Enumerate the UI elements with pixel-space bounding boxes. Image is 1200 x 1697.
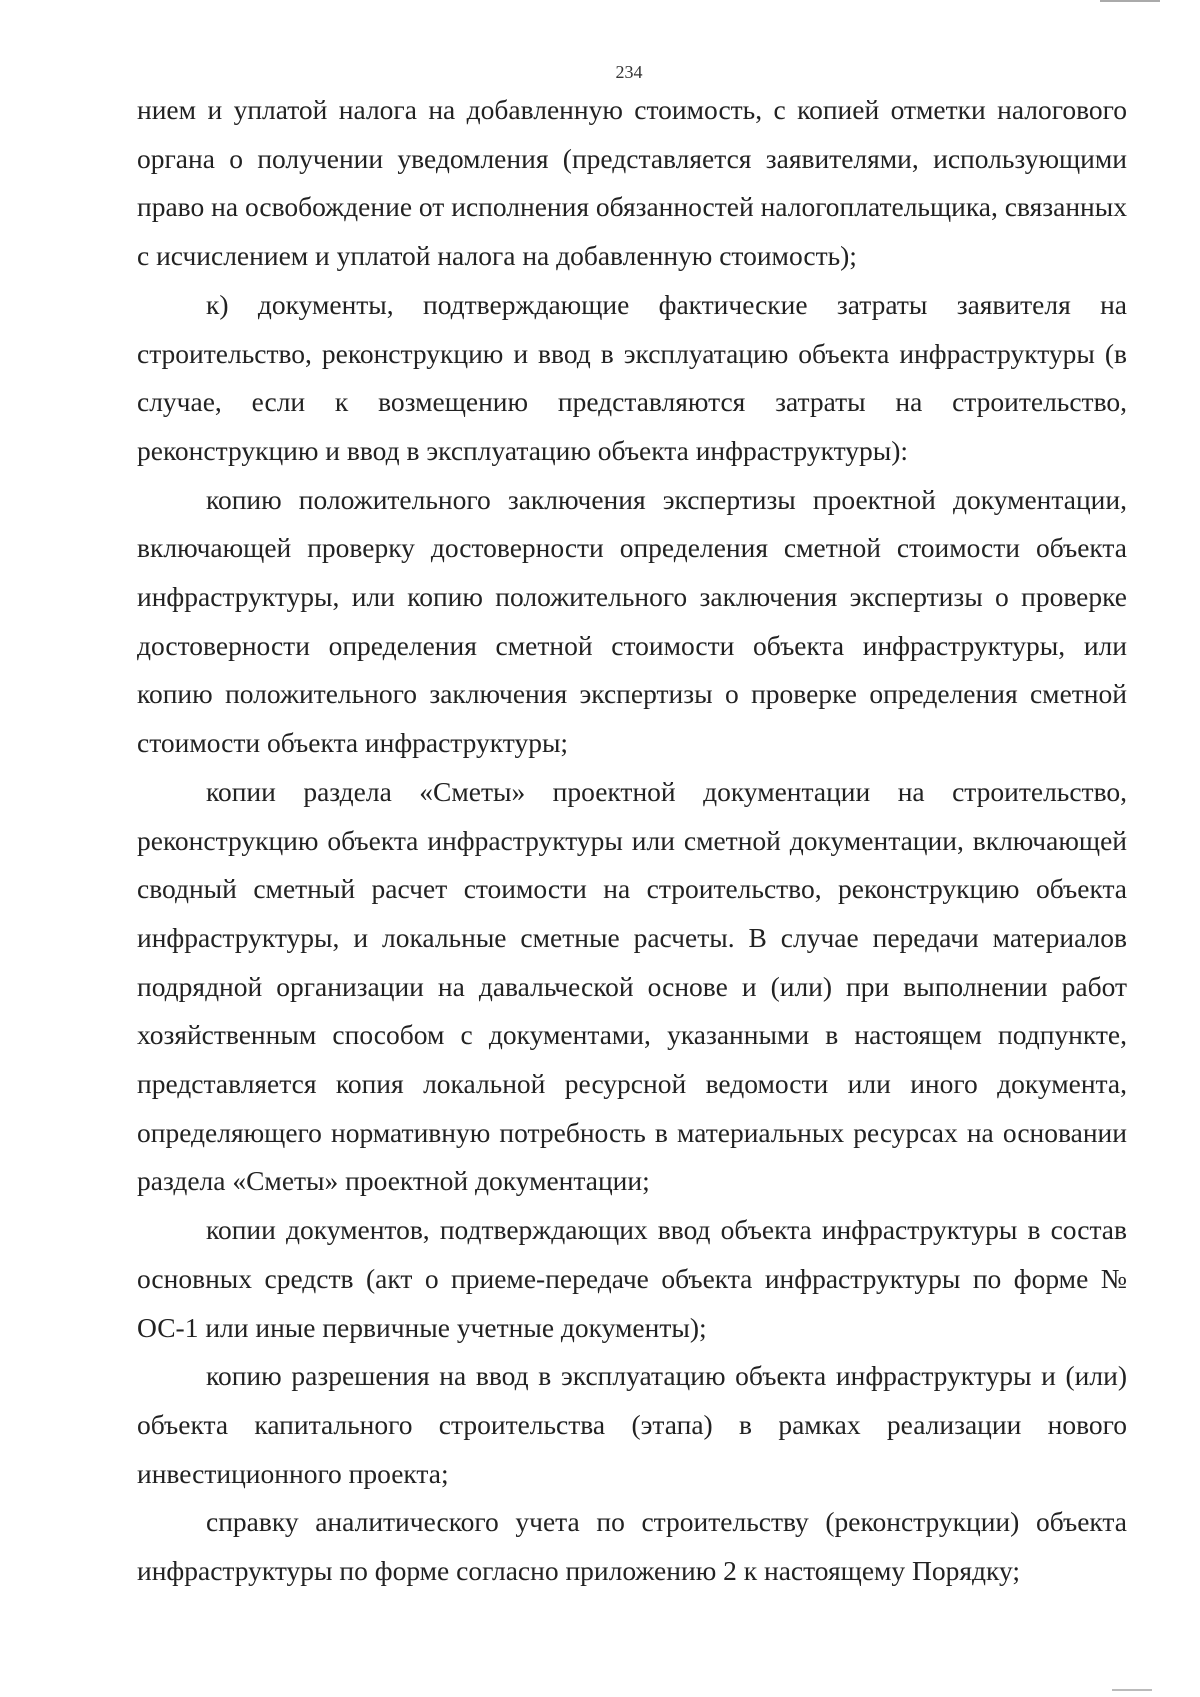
paragraph-estimates-section: копии раздела «Сметы» проектной документации на строительство, реконструкцию объекта инфраструктуры или сметной документации, включающей сводный сметный расчет стоимости на строительство, реконструкцию объекта инфраструктуры, и локальные сметные расчеты. В случае передачи материалов подрядной организации на давальческой основе и (или) при выполнении работ хозяйственным способом с документами, указанными в настоящем подпункте, представляется копия локальной ресурсной ведомости или иного документа, определяющего нормативную потребность в материальных ресурсах на основании раздела «Сметы» проектной документации;: [137, 775, 1127, 1197]
paragraph-item-k: к) документы, подтверждающие фактические затраты заявителя на строительство, реконструкцию и ввод в эксплуатацию объекта инфраструктуры (в случае, если к возмещению представляются затраты на строительство, реконструкцию и ввод в эксплуатацию объекта инфраструктуры):: [137, 288, 1127, 466]
scan-mark-top-right: [1100, 0, 1160, 2]
paragraph-accounting-certificate: справку аналитического учета по строительству (реконструкции) объекта инфраструктуры по форме согласно приложению 2 к настоящему Порядку;: [137, 1506, 1127, 1587]
paragraph-vat-continuation: нием и уплатой налога на добавленную стоимость, с копией отметки налогового органа о получении уведомления (представляется заявителями, использующими право на освобождение от исполнения обязанностей налогоплательщика, связанных с исчислением и уплатой налога на добавленную стоимость);: [137, 94, 1127, 272]
paragraph-commissioning-permit: копию разрешения на ввод в эксплуатацию объекта инфраструктуры и (или) объекта капитального строительства (этапа) в рамках реализации нового инвестиционного проекта;: [137, 1360, 1127, 1489]
scan-mark-bottom-right: [1112, 1689, 1152, 1691]
page-number: 234: [615, 62, 643, 82]
paragraph-fixed-assets: копии документов, подтверждающих ввод объекта инфраструктуры в состав основных средств (акт о приеме-передаче объекта инфраструктуры по форме № ОС-1 или иные первичные учетные документы);: [137, 1214, 1127, 1343]
paragraph-expertise-conclusion: копию положительного заключения экспертизы проектной документации, включающей проверку достоверности определения сметной стоимости объекта инфраструктуры, или копию положительного заключения экспертизы о проверке достоверности определения сметной стоимости объекта инфраструктуры, или копию положительного заключения экспертизы о проверке определения сметной стоимости объекта инфраструктуры;: [137, 483, 1127, 759]
document-body: [137, 86, 1127, 1596]
